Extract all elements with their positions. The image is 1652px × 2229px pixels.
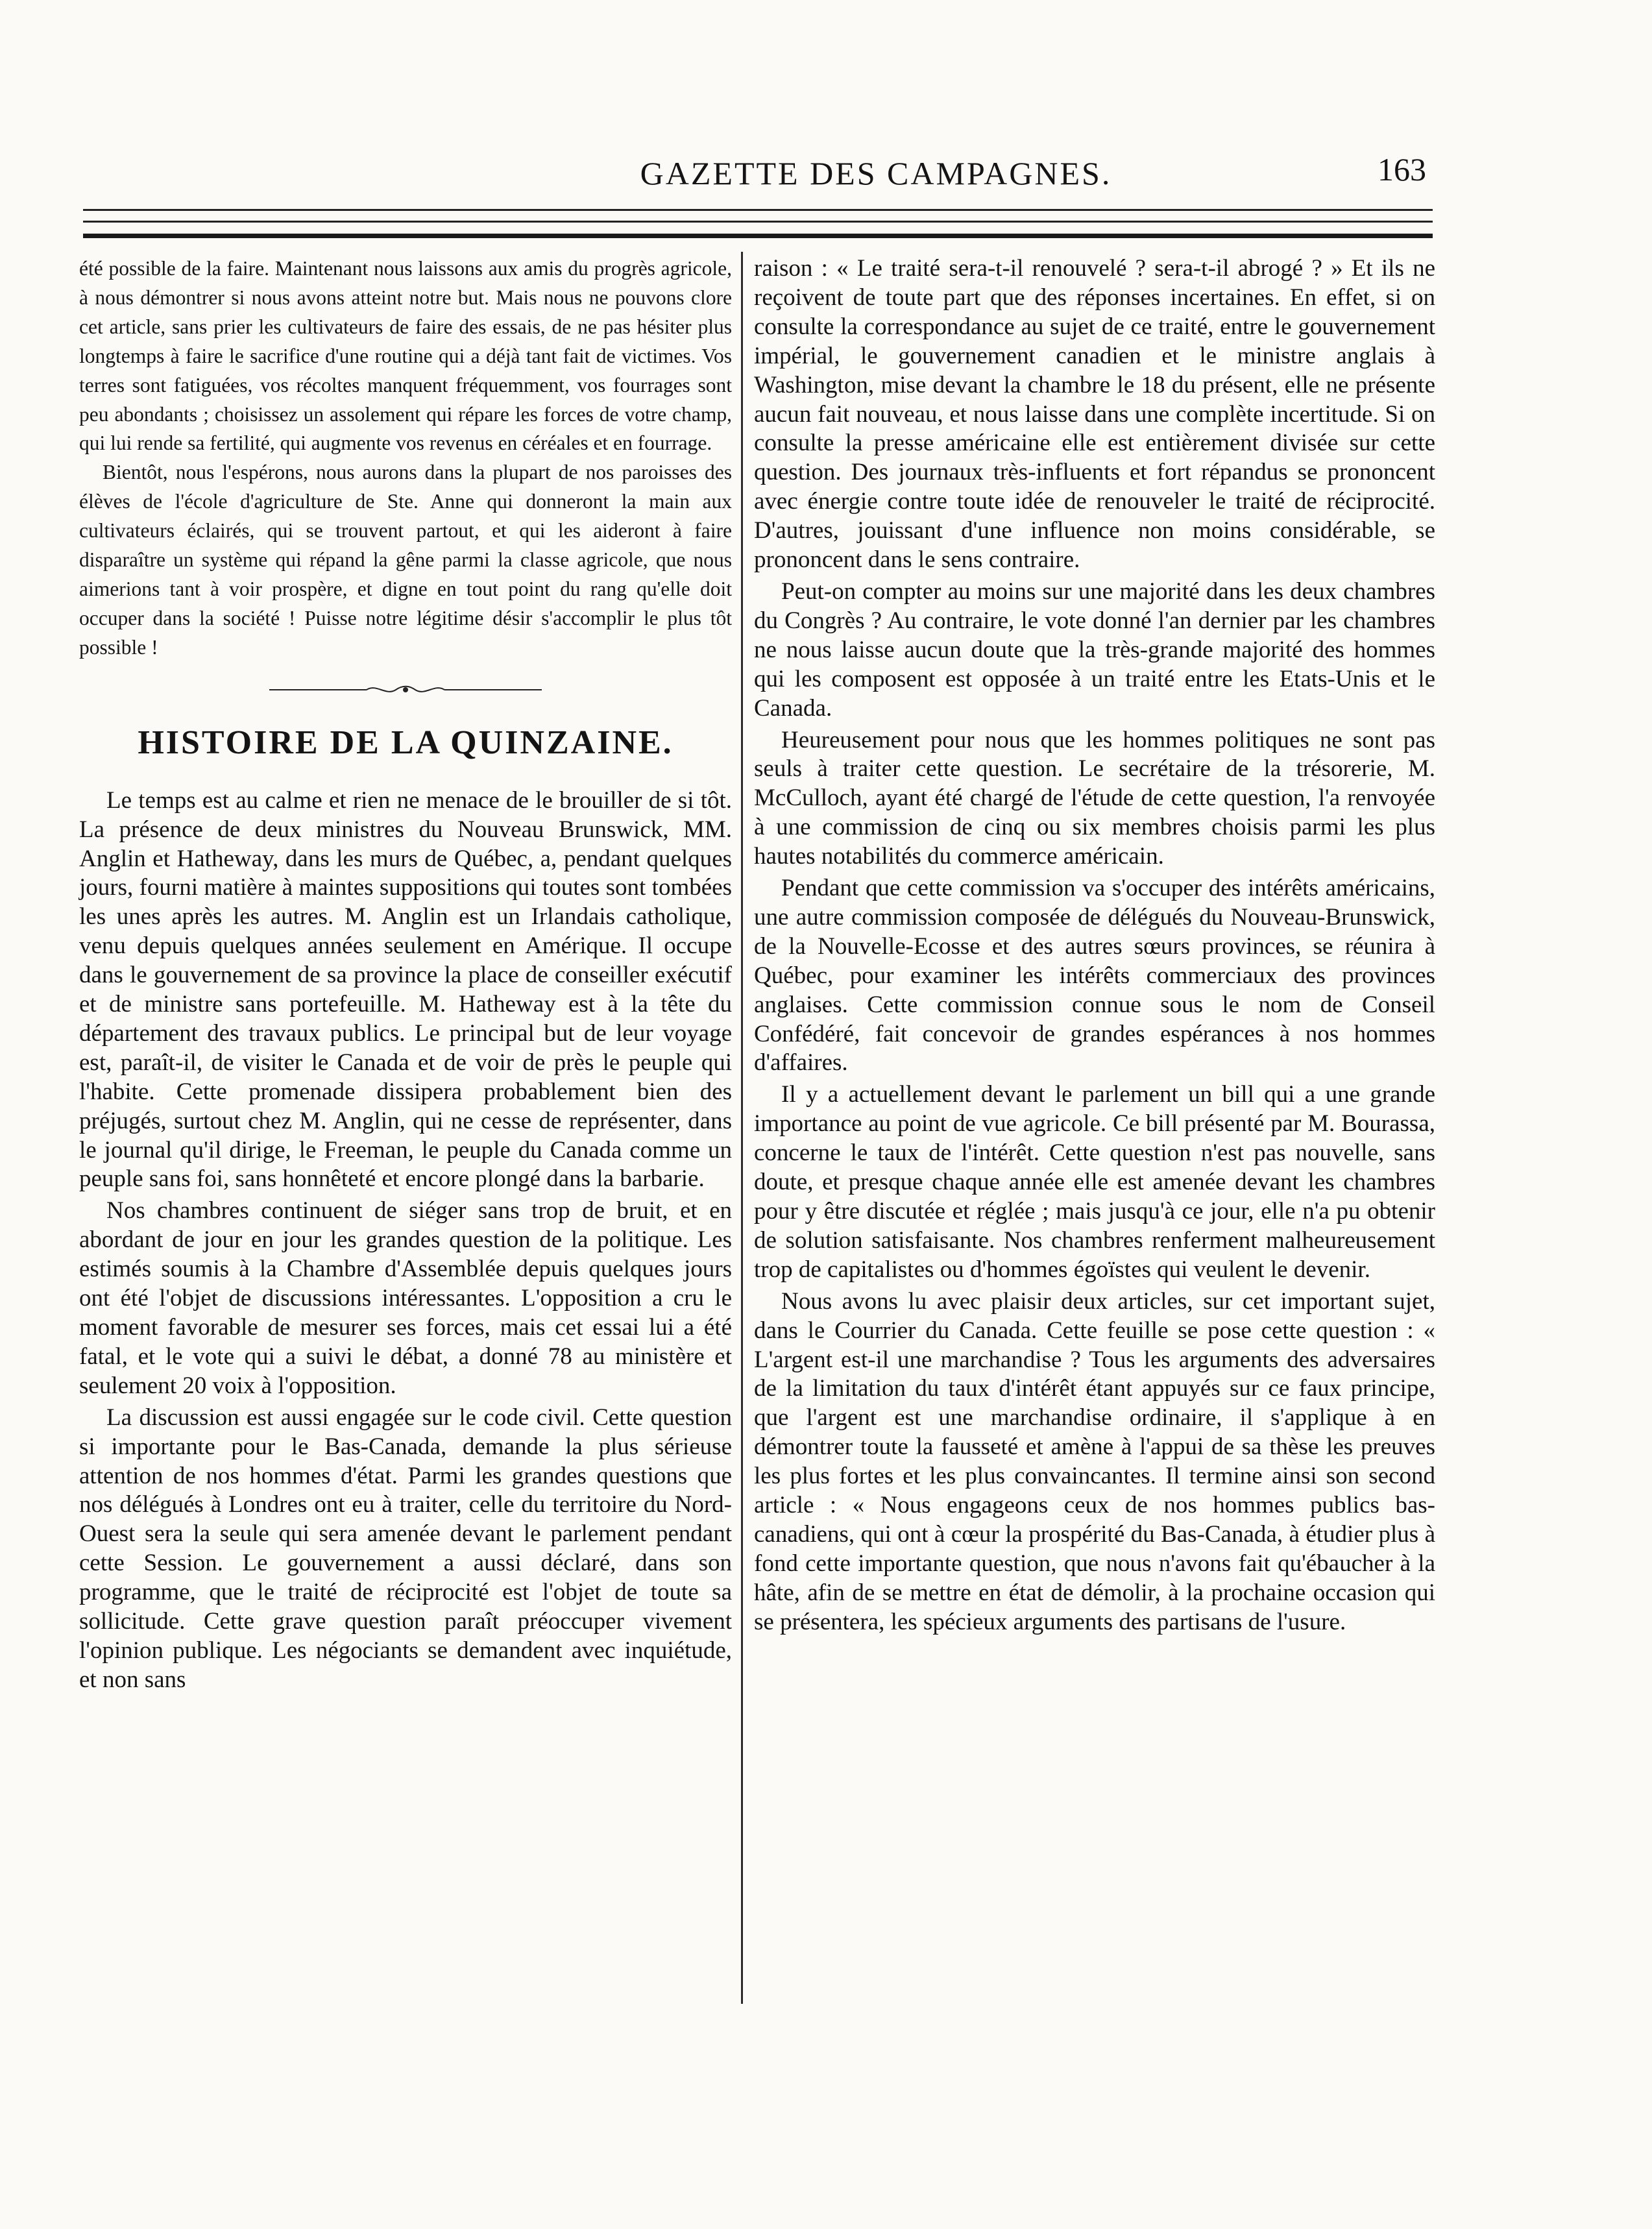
running-head: GAZETTE DES CAMPAGNES.: [640, 155, 1112, 191]
paragraph: été possible de la faire. Maintenant nous laissons aux amis du progrès agricole, à nous démontrer si nous avons atteint notre but. Mais nous ne pouvons clore cet article, sans prier les cultivateurs de faire des essais, de ne pas hésiter plus longtemps à faire le sacrifice d'une routine qui a déjà tant fait de victimes. Vos terres sont fatiguées, vos récoltes manquent fréquemment, vos fourrages sont peu abondants ; choisissez un assolement qui répare les forces de votre champ, qui lui rende sa fertilité, qui augmente vos revenus en céréales et en fourrage.: [79, 257, 732, 455]
right-column: [754, 254, 1435, 1637]
ornament-divider: [269, 682, 542, 698]
paragraph: La discussion est aussi engagée sur le code civil. Cette question si importante pour le Bas-Canada, demande la plus sérieuse attention de nos hommes d'état. Parmi les grandes questions que nos délégués à Londres ont eu à traiter, celle du territoire du Nord-Ouest sera la seule qui sera amenée devant le parlement pendant cette Session. Le gouvernement a aussi déclaré, dans son programme, que le traité de réciprocité est l'objet de toute sa sollicitude. Cette grave question paraît préoccuper vivement l'opinion publique. Les négociants se demandent avec inquiétude, et non sans: [79, 1404, 732, 1693]
section-title: HISTOIRE DE LA QUINZAINE.: [138, 724, 674, 761]
column-divider: [741, 252, 743, 2004]
header-rule-thin: [83, 209, 1433, 211]
paragraph: Heureusement pour nous que les hommes politiques ne sont pas seuls à traiter cette question. Le secrétaire de la trésorerie, M. McCulloch, ayant été chargé de l'étude de cette question, l'a renvoyée à une commission de cinq ou six membres choisis parmi les plus hautes notabilités du commerce américain.: [754, 726, 1435, 870]
article-conclusion: [79, 254, 732, 663]
header-rule-thick: [83, 234, 1433, 238]
paragraph: Bientôt, nous l'espérons, nous aurons dans la plupart de nos paroisses des élèves de l'école d'agriculture de Ste. Anne qui donneront la main aux cultivateurs éclairés, qui se trouvent partout, et qui les aideront à faire disparaître un système qui répand la gêne parmi la classe agricole, que nous aimerions tant à voir prospère, et digne en tout point du rang qu'elle doit occuper dans la société ! Puisse notre légitime désir s'accomplir le plus tôt possible !: [79, 461, 732, 659]
article-body: [79, 786, 732, 1695]
paragraph: Pendant que cette commission va s'occuper des intérêts américains, une autre commission composée de délégués du Nouveau-Brunswick, de la Nouvelle-Ecosse et des autres sœurs provinces, se réunira à Québec, pour examiner les intérêts commerciaux des provinces anglaises. Cette commission connue sous le nom de Conseil Confédéré, fait concevoir de grandes espérances à nos hommes d'affaires.: [754, 875, 1435, 1077]
paragraph: Il y a actuellement devant le parlement un bill qui a une grande importance au point de vue agricole. Ce bill présenté par M. Bourassa, concerne le taux de l'intérêt. Cette question n'est pas nouvelle, sans doute, et presque chaque année elle est amenée devant les chambres pour y être discutée et réglée ; mais jusqu'à ce jour, elle n'a pu obtenir de solution satisfaisante. Nos chambres renferment malheureusement trop de capitalistes ou d'hommes égoïstes qui veulent le devenir.: [754, 1081, 1435, 1283]
paragraph: Le temps est au calme et rien ne menace de le brouiller de si tôt. La présence de deux ministres du Nouveau Brunswick, MM. Anglin et Hatheway, dans les murs de Québec, a, pendant quelques jours, fourni matière à maintes suppositions qui toutes sont tombées les unes après les autres. M. Anglin est un Irlandais catholique, venu depuis quelques années seulement en Amérique. Il occupe dans le gouvernement de sa province la place de conseiller exécutif et de ministre sans portefeuille. M. Hatheway est à la tête du département des travaux publics. Le principal but de leur voyage est, paraît-il, de visiter le Canada et de voir de près le peuple qui l'habite. Cette promenade dissipera probablement bien des préjugés, surtout chez M. Anglin, qui ne cesse de représenter, dans le journal qu'il dirige, le Freeman, le peuple du Canada comme un peuple sans foi, sans honnêteté et encore plongé dans la barbarie.: [79, 786, 732, 1193]
paragraph: Nos chambres continuent de siéger sans trop de bruit, et en abordant de jour en jour les grandes question de la politique. Les estimés soumis à la Chambre d'Assemblée depuis quelques jours ont été l'objet de discussions intéressantes. L'opposition a cru le moment favorable de mesurer ses forces, mais cet essai lui a été fatal, et le vote qui a suivi le débat, a donné 78 au ministère et seulement 20 voix à l'opposition.: [79, 1197, 732, 1399]
paragraph: raison : « Le traité sera-t-il renouvelé ? sera-t-il abrogé ? » Et ils ne reçoivent de toute part que des réponses incertaines. En effet, si on consulte la correspondance au sujet de ce traité, entre le gouvernement impérial, le gouvernement canadien et le ministre anglais à Washington, mise devant la chambre le 18 du présent, elle ne présente aucun fait nouveau, et nous laisse dans une complète incertitude. Si on consulte la presse américaine elle est entièrement divisée sur cette question. Des journaux très-influents et fort répandus se prononcent avec énergie contre toute idée de renouveler le traité de réciprocité. D'autres, jouissant d'une influence non moins considérable, se prononcent dans le sens contraire.: [754, 255, 1435, 574]
paragraph: Peut-on compter au moins sur une majorité dans les deux chambres du Congrès ? Au contraire, le vote donné l'an dernier par les chambres ne nous laisse aucun doute que la très-grande majorité des hommes qui les composent est opposée à un traité entre les Etats-Unis et le Canada.: [754, 578, 1435, 722]
paragraph: Nous avons lu avec plaisir deux articles, sur cet important sujet, dans le Courrier du Canada. Cette feuille se pose cette question : « L'argent est-il une marchandise ? Tous les arguments des adversaires de la limitation du taux d'intérêt étant appuyés sur ce faux principe, que l'argent est une marchandise ordinaire, il s'applique à en démontrer toute la fausseté et amène à l'appui de sa thèse les preuves les plus fortes et les plus convaincantes. Il termine ainsi son second article : « Nous engageons ceux de nos hommes publics bas-canadiens, qui ont à cœur la prospérité du Bas-Canada, à étudier plus à fond cette importante question, que nous n'avons fait qu'ébaucher à la hâte, afin de se mettre en état de démolir, à la prochaine occasion qui se présentera, les spécieux arguments des partisans de l'usure.: [754, 1287, 1435, 1635]
left-column: [79, 254, 732, 1695]
header-rule-thin-2: [83, 221, 1433, 223]
page-number: 163: [1378, 151, 1426, 188]
